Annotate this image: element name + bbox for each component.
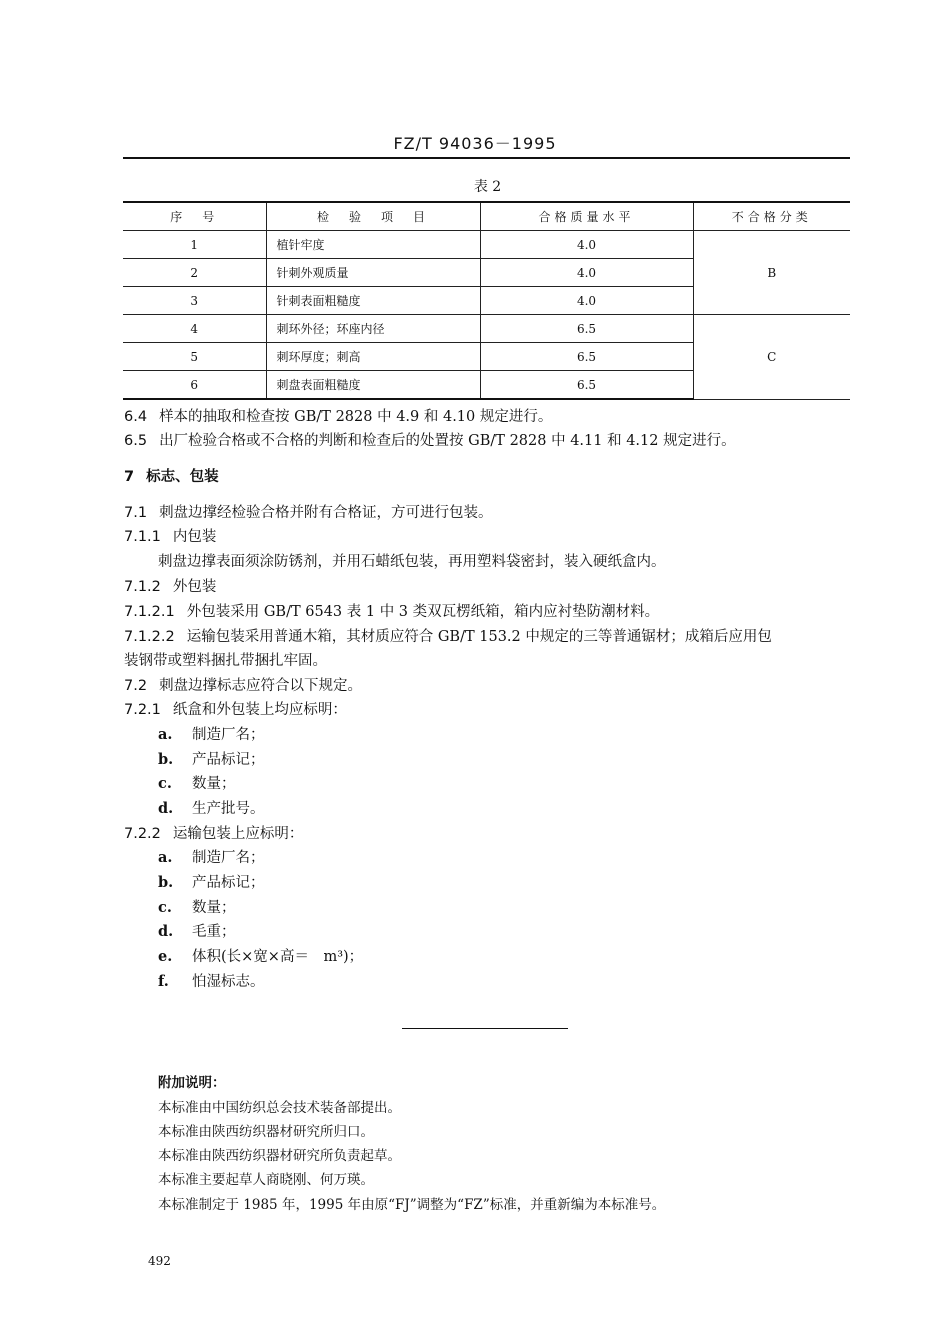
clause-7-1-2-2-continued: 装钢带或塑料捆扎带捆扎牢固。 [124, 653, 327, 669]
list-text: 数量； [192, 776, 236, 792]
clause-6-4 [124, 407, 552, 427]
note-line: 本标准由中国纺织总会技术装备部提出。 [158, 1100, 401, 1116]
list-text: 制造厂名； [192, 850, 265, 866]
row-level: 6.5 [480, 371, 693, 400]
clause-text: 纸盒和外包装上均应标明： [172, 702, 347, 718]
list-text: 体积(长×宽×高＝ m³)； [192, 949, 364, 965]
table-row [123, 231, 850, 259]
clause-number: 7.2 [124, 678, 148, 694]
list-key: b. [158, 874, 174, 891]
clause-number: 7.2.2 [124, 826, 161, 842]
clause-text: 出厂检验合格或不合格的判断和检查后的处置按 GB/T 2828 中 4.11 和 4.12 规定进行。 [159, 433, 736, 449]
list-item [158, 873, 265, 893]
clause-text: 内包装 [172, 529, 217, 545]
clause-text: 刺盘边撑经检验合格并附有合格证，方可进行包装。 [159, 505, 493, 521]
class-group-c: C [693, 315, 850, 400]
clause-number: 7.1 [124, 505, 148, 521]
row-item: 针刺外观质量 [266, 259, 480, 287]
clause-number: 7.1.2.2 [124, 629, 175, 645]
row-level: 4.0 [480, 259, 693, 287]
list-key: c. [158, 775, 172, 792]
row-no: 1 [123, 231, 266, 259]
clause-number: 7.1.1 [124, 529, 161, 545]
clause-number: 7.2.1 [124, 702, 161, 718]
list-key: f. [158, 973, 169, 990]
row-item: 植针牢度 [266, 231, 480, 259]
list-item [158, 774, 236, 794]
list-key: d. [158, 923, 174, 940]
row-no: 5 [123, 343, 266, 371]
clause-text: 样本的抽取和检查按 GB/T 2828 中 4.9 和 4.10 规定进行。 [159, 409, 553, 425]
page-number: 492 [148, 1254, 171, 1268]
list-key: a. [158, 726, 173, 743]
list-key: e. [158, 948, 173, 965]
list-item [158, 848, 265, 868]
section-7-heading [124, 467, 219, 487]
row-level: 4.0 [480, 231, 693, 259]
list-text: 怕湿标志。 [192, 974, 265, 990]
row-no: 2 [123, 259, 266, 287]
row-no: 3 [123, 287, 266, 315]
class-group-b: B [693, 231, 850, 315]
list-text: 毛重； [192, 924, 236, 940]
clause-7-1-2 [124, 577, 216, 597]
list-item [158, 922, 236, 942]
end-separator-rule [402, 1028, 568, 1029]
list-text: 数量； [192, 900, 236, 916]
document-code: FZ/T 94036－1995 [393, 134, 557, 153]
clause-text: 标志、包装 [146, 468, 219, 485]
note-line: 本标准主要起草人商晓刚、何万瑛。 [158, 1172, 374, 1188]
row-no: 4 [123, 315, 266, 343]
col-header-level: 合格质量水平 [480, 202, 693, 231]
clause-7-2-2 [124, 824, 303, 844]
list-item [158, 750, 265, 770]
clause-text: 运输包装采用普通木箱，其材质应符合 GB/T 153.2 中规定的三等普通锯材；成箱后应用包 [186, 629, 772, 645]
paragraph-inner-packing: 刺盘边撑表面须涂防锈剂，并用石蜡纸包装，再用塑料袋密封，装入硬纸盒内。 [158, 554, 666, 570]
clause-7-1-1 [124, 527, 216, 547]
list-item [158, 972, 265, 992]
list-text: 制造厂名； [192, 727, 265, 743]
list-key: a. [158, 849, 173, 866]
list-key: b. [158, 751, 174, 768]
note-line: 本标准由陕西纺织器材研究所归口。 [158, 1124, 374, 1140]
clause-number: 6.5 [124, 433, 148, 449]
clause-number: 7.1.2 [124, 579, 161, 595]
clause-7-1-2-1 [124, 602, 659, 622]
table-row [123, 315, 850, 343]
clause-text: 运输包装上应标明： [172, 826, 304, 842]
row-item: 刺环外径；环座内径 [266, 315, 480, 343]
col-header-no: 序 号 [123, 202, 266, 231]
row-item: 刺环厚度；刺高 [266, 343, 480, 371]
row-level: 6.5 [480, 315, 693, 343]
clause-7-2 [124, 676, 362, 696]
list-item [158, 799, 265, 819]
clause-text: 外包装采用 GB/T 6543 表 1 中 3 类双瓦楞纸箱，箱内应衬垫防潮材料。 [186, 604, 660, 620]
row-item: 刺盘表面粗糙度 [266, 371, 480, 400]
clause-7-2-1 [124, 700, 347, 720]
row-item: 针刺表面粗糙度 [266, 287, 480, 315]
clause-number: 7 [124, 469, 135, 485]
list-key: d. [158, 800, 174, 817]
inspection-table [123, 201, 850, 400]
table-title: 表 2 [473, 179, 502, 195]
col-header-class: 不合格分类 [693, 202, 850, 231]
row-level: 4.0 [480, 287, 693, 315]
list-text: 产品标记； [192, 752, 265, 768]
clause-7-1 [124, 503, 493, 523]
clause-number: 6.4 [124, 409, 148, 425]
list-item [158, 898, 236, 918]
row-level: 6.5 [480, 343, 693, 371]
clause-6-5 [124, 431, 736, 451]
header-rule [123, 157, 850, 159]
note-line: 本标准由陕西纺织器材研究所负责起草。 [158, 1148, 401, 1164]
table-header-row [123, 202, 850, 231]
col-header-item: 检 验 项 目 [266, 202, 480, 231]
list-item [158, 947, 363, 967]
list-item [158, 725, 265, 745]
note-line: 本标准制定于 1985 年，1995 年由原“FJ”调整为“FZ”标准，并重新编为本标准号。 [158, 1197, 666, 1213]
list-text: 产品标记； [192, 875, 265, 891]
row-no: 6 [123, 371, 266, 400]
list-key: c. [158, 899, 172, 916]
clause-7-1-2-2 [124, 627, 772, 647]
clause-text: 刺盘边撑标志应符合以下规定。 [159, 678, 363, 694]
clause-text: 外包装 [172, 579, 217, 595]
clause-number: 7.1.2.1 [124, 604, 175, 620]
list-text: 生产批号。 [192, 801, 265, 817]
notes-title: 附加说明： [158, 1075, 226, 1091]
